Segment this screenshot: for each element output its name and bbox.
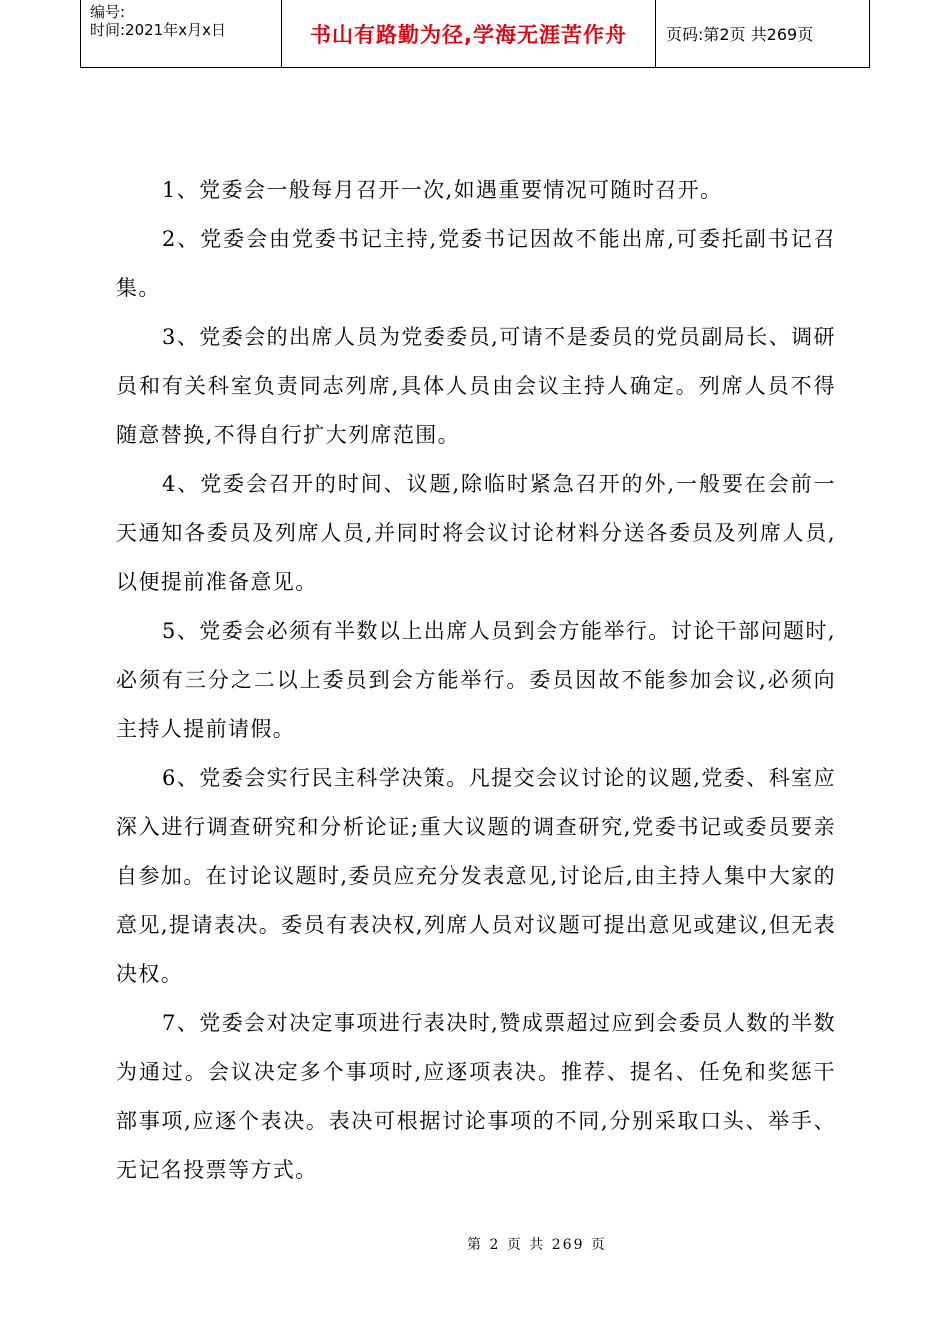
paragraph-7: 7、党委会对决定事项进行表决时,赞成票超过应到会委员人数的半数为通过。会议决定多个事项时,应逐项表决。推荐、提名、任免和奖惩干部事项,应逐个表决。表决可根据讨论事项的不同,分别采取口头、举手、无记名投票等方式。 [116,1011,836,1182]
paragraph-2: 2、党委会由党委书记主持,党委书记因故不能出席,可委托副书记召集。 [116,227,836,300]
paragraph-4: 4、党委会召开的时间、议题,除临时紧急召开的外,一般要在会前一天通知各委员及列席人员,并同时将会议讨论材料分送各委员及列席人员,以便提前准备意见。 [116,472,836,594]
header-motto: 书山有路勤为径,学海无涯苦作舟 [282,0,656,67]
footer-page-number: 第 2 页 共 269 页 [467,1237,607,1253]
paragraph-5: 5、党委会必须有半数以上出席人员到会方能举行。讨论干部问题时,必须有三分之二以上委员到会方能举行。委员因故不能参加会议,必须向主持人提前请假。 [116,619,836,741]
page-footer [0,1234,950,1254]
page-header [80,0,870,68]
header-page-info: 页码:第2页 共269页 [666,25,814,44]
document-time-label: 时间:2021年x月x日 [90,21,226,39]
document-number-label: 编号: [90,3,126,21]
paragraph-6: 6、党委会实行民主科学决策。凡提交会议讨论的议题,党委、科室应深入进行调查研究和分析论证;重大议题的调查研究,党委书记或委员要亲自参加。在讨论议题时,委员应充分发表意见,讨论后,由主持人集中大家的意见,提请表决。委员有表决权,列席人员对议题可提出意见或建议,但无表决权。 [116,766,836,986]
header-meta [81,0,282,67]
paragraph-3: 3、党委会的出席人员为党委委员,可请不是委员的党员副局长、调研员和有关科室负责同志列席,具体人员由会议主持人确定。列席人员不得随意替换,不得自行扩大列席范围。 [116,325,836,447]
document-body [116,166,836,1195]
paragraph-1: 1、党委会一般每月召开一次,如遇重要情况可随时召开。 [162,178,723,202]
